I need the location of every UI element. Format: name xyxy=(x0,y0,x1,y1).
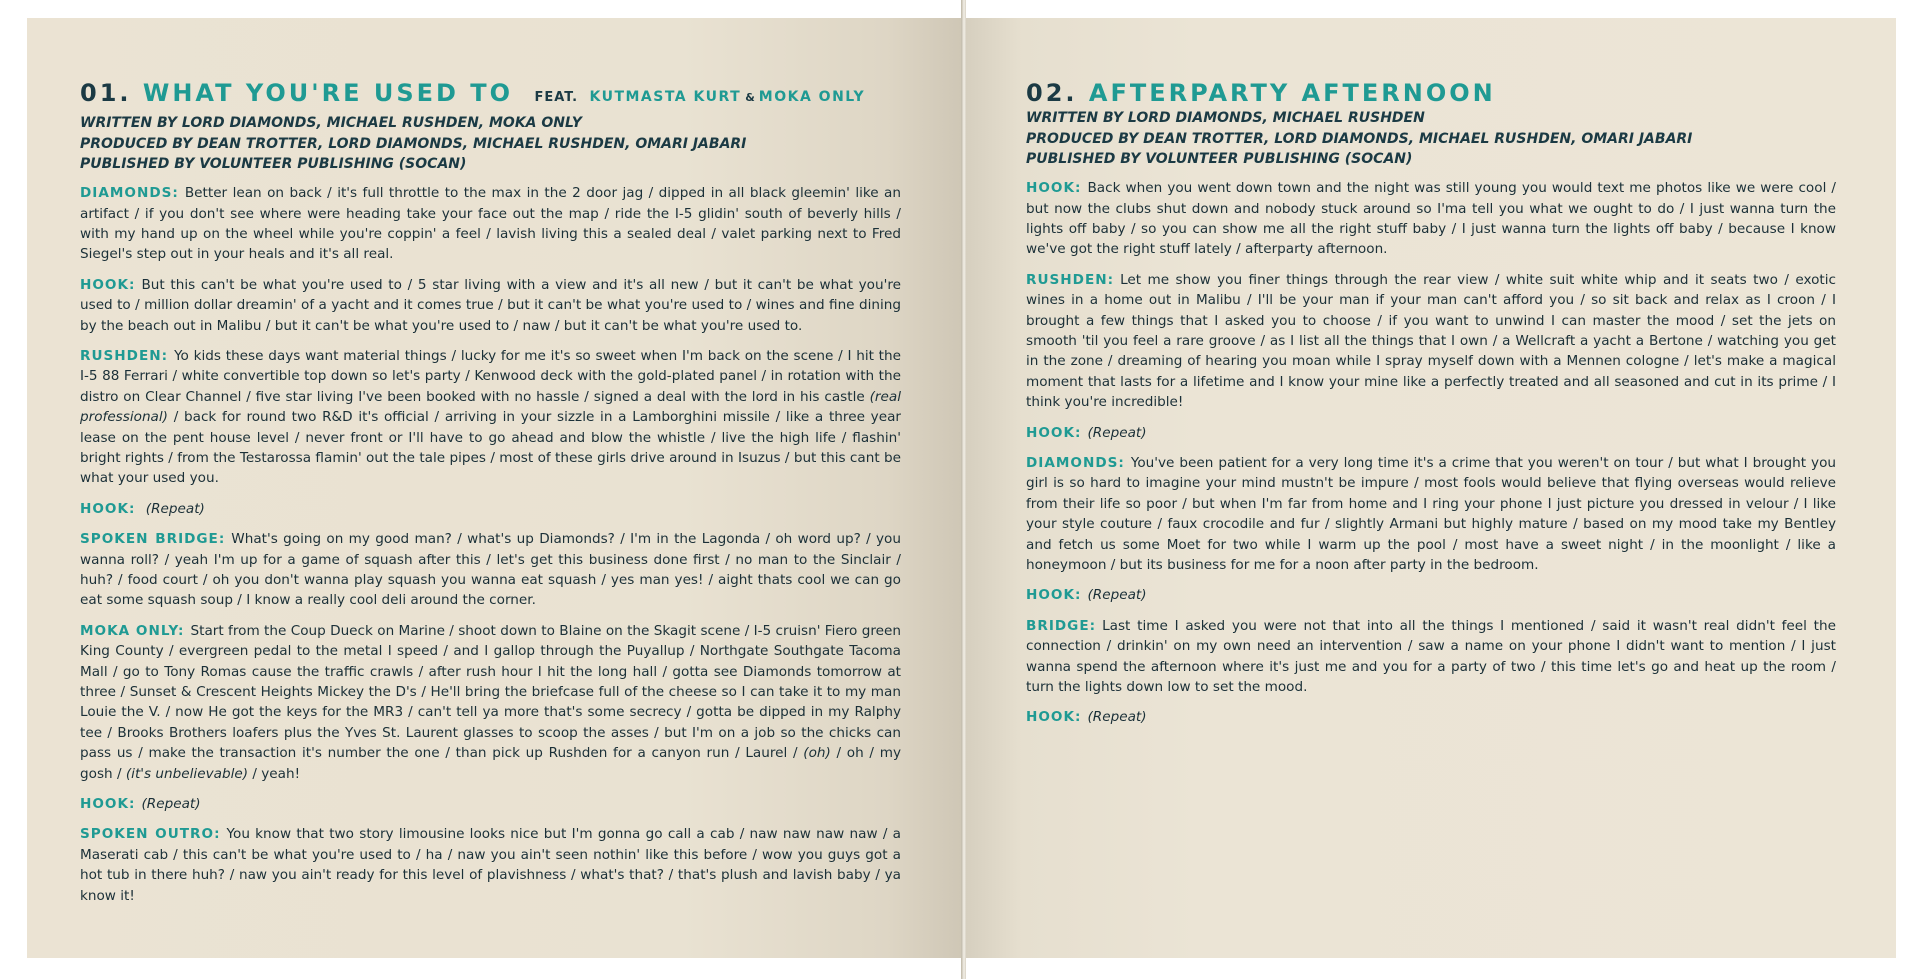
left-page xyxy=(27,18,961,958)
verse-text: Yo kids these days want material things / lucky for me it's so sweet when I'm back on the scene / I hit the I-5 88 Ferrari / white convertible top down so let's party / Kenwood deck with the gold-plated panel / in rotation with the distro on Clear Channel / five star living I've been booked with no hassle / signed a deal with the lord in his castle xyxy=(80,347,901,405)
verse-diamonds xyxy=(1026,453,1836,575)
verse-text: You've been patient for a very long time it's a crime that you weren't on tour / but what I brought you girl is so hard to imagine your mind mustn't be impure / most fools would believe that flying overseas would relieve from their life so poor / but when I'm far from home and I ring your phone I just picture you dressed in velour / I like your style couture / faux crocodile and fur / slightly Armani but highly mature / based on my mood take my Bentley and fetch us some Moet for two while I warm up the pool / most have a sweet night / in the moonlight / like a honeymoon / but its business for me for a noon after party in the bedroom. xyxy=(1026,454,1836,574)
verse-label: HOOK: xyxy=(80,276,136,293)
verse-text: Start from the Coup Dueck on Marine / shoot down to Blaine on the Skagit scene / I-5 cruisn' Fiero green King County / evergreen pedal to the metal I speed / and I gallop through the Puyallup / Northgate Southgate Tacoma Mall / go to Tony Romas cause the traffic crawls / after rush hour I hit the long hall / gotta see Diamonds tomorrow at three / Sunset & Crescent Heights Mickey the D's / He'll bring the briefcase full of the cheese so I can take it to my man Louie the V. / now He got the keys for the MR3 / can't tell ya more that's some secrecy / gotta be dipped in my Ralphy tee / Brooks Brothers loafers plus the Yves St. Laurent glasses to scoop the asses / but I'm on a job so the chicks can pass us / make the transaction it's number the one / than pick up Rushden for a canyon run / Laurel / xyxy=(80,622,901,762)
verse-text: You know that two story limousine looks nice but I'm gonna go call a cab / naw naw naw naw / a Maserati cab / this can't be what you're used to / ha / naw you ain't seen nothin' like this before / wow you guys got a hot tub in there huh? / naw you ain't ready for this level of plavishness / what's that? / that's plush and lavish baby / ya know it! xyxy=(80,826,901,904)
verse-label: DIAMONDS: xyxy=(1026,454,1125,471)
produced-by-credit: PRODUCED BY DEAN TROTTER, LORD DIAMONDS, MICHAEL RUSHDEN, OMARI JABARI xyxy=(1026,130,1693,147)
verse-label: HOOK: xyxy=(1026,424,1082,441)
verse-label: SPOKEN BRIDGE: xyxy=(80,531,226,548)
written-by-credit: WRITTEN BY LORD DIAMONDS, MICHAEL RUSHDEN xyxy=(1026,110,1425,126)
published-by-credit: PUBLISHED BY VOLUNTEER PUBLISHING (SOCAN) xyxy=(1026,151,1413,168)
feat-ampersand: & xyxy=(745,91,755,104)
published-by-credit: PUBLISHED BY VOLUNTEER PUBLISHING (SOCAN) xyxy=(80,156,467,173)
verse-aside: (real professional) xyxy=(80,388,901,426)
verse-aside: (it's unbelievable) xyxy=(125,765,249,782)
repeat-text: (Repeat) xyxy=(141,796,201,813)
verse-label: RUSHDEN: xyxy=(1026,271,1115,288)
repeat-text: (Repeat) xyxy=(1087,424,1147,441)
verse-label: BRIDGE: xyxy=(1026,617,1097,634)
verse-label: HOOK: xyxy=(80,796,136,813)
verse-diamonds xyxy=(80,183,901,265)
verse-text: Back when you went down town and the night was still young you would text me photos like we were cool / but now the clubs shut down and nobody stuck around so I'ma tell you what we ought to do / I just wanna turn the lights off baby / so you can show me all the right stuff baby / I just wanna turn the lights off baby / because I know we've got the right stuff lately / afterparty afternoon. xyxy=(1026,180,1836,258)
track-name: WHAT YOU'RE USED TO xyxy=(142,79,514,107)
track-name: AFTERPARTY AFTERNOON xyxy=(1088,79,1496,107)
verse-rushden xyxy=(80,346,901,489)
verse-label: HOOK: xyxy=(80,500,136,517)
verse-text: / yeah! xyxy=(252,765,301,782)
verse-hook xyxy=(1026,178,1836,260)
verse-text: But this can't be what you're used to / 5 star living with a view and it's all new / but it can't be what you're used to / million dollar dreamin' of a yacht and it comes true / but it can't be what you're used to / wines and fine dining by the beach out in Malibu / but it can't be what you're used to / naw / but it can't be what you're used to. xyxy=(80,276,901,334)
feat-artist: KUTMASTA KURT xyxy=(589,89,742,105)
verse-text: Let me show you finer things through the rear view / white suit white whip and it seats two / exotic wines in a home out in Malibu / I'll be your man if your man can't afford you / so sit back and relax as I croon / I brought a few things that I asked you to choose / if you want to unwind I can master the mood / set the jets on smooth 'til you feel a rare groove / as I list all the things that I own / a Wellcraft a yacht a Bertone / watching you get in the zone / dreaming of hearing you moan while I spray myself down with a Mennen cologne / let's make a magical moment that lasts for a lifetime and I know your mine like a perfectly treated and all seasoned and cut in its prime / I think you're incredible! xyxy=(1026,271,1836,411)
verse-hook-repeat xyxy=(80,499,901,519)
verse-hook-repeat xyxy=(80,794,901,814)
repeat-text: (Repeat) xyxy=(1087,709,1147,726)
track-number: 02. xyxy=(1026,79,1078,107)
verse-bridge xyxy=(1026,616,1836,698)
repeat-text: (Repeat) xyxy=(1087,587,1147,604)
verse-text: Better lean on back / it's full throttle to the max in the 2 door jag / dipped in all black gleemin' like an artifact / if you don't see where were heading take your face out the map / ride the I-5 glidin' south of beverly hills / with my hand up on the wheel while you're coppin' a feel / lavish living this a sealed deal / valet parking next to Fred Siegel's step out in your heals and it's all real. xyxy=(80,185,901,263)
produced-by-credit: PRODUCED BY DEAN TROTTER, LORD DIAMONDS, MICHAEL RUSHDEN, OMARI JABARI xyxy=(80,135,747,152)
verse-aside: (oh) xyxy=(803,745,831,762)
track-title xyxy=(80,78,901,113)
verse-text: / back for round two R&D it's official / arriving in your sizzle in a Lamborghini missile / like a three year lease on the pent house level / never front or I'll have to go ahead and blow the whistle / live the high life / flashin' bright rights / from the Testarossa flamin' out the tale pipes / most of these girls drive around in Isuzus / but this cant be what your used you. xyxy=(80,409,901,487)
feat-prefix: FEAT. xyxy=(534,90,579,105)
right-page xyxy=(966,18,1896,958)
verse-label: HOOK: xyxy=(1026,180,1082,197)
repeat-text: (Repeat) xyxy=(145,500,205,517)
verse-text: What's going on my good man? / what's up Diamonds? / I'm in the Lagonda / oh word up? / you wanna roll? / yeah I'm up for a game of squash after this / let's get this business done first / no man to the Sinclair / huh? / food court / oh you don't wanna play squash you wanna eat squash / yes man yes! / aight thats cool we can go eat some squash soup / I know a really cool deli around the corner. xyxy=(80,531,901,609)
track-number: 01. xyxy=(80,79,132,107)
written-by-credit: WRITTEN BY LORD DIAMONDS, MICHAEL RUSHDEN, MOKA ONLY xyxy=(80,115,582,131)
verse-label: SPOKEN OUTRO: xyxy=(80,826,221,843)
verse-hook-repeat xyxy=(1026,707,1836,727)
verse-spoken-bridge xyxy=(80,529,901,611)
verse-label: RUSHDEN: xyxy=(80,347,169,364)
verse-label: DIAMONDS: xyxy=(80,185,179,202)
track-credits xyxy=(80,113,901,175)
verse-spoken-outro xyxy=(80,824,901,906)
track-credits xyxy=(1026,108,1836,170)
verse-label: MOKA ONLY: xyxy=(80,622,185,639)
track-title xyxy=(1026,78,1836,108)
verse-label: HOOK: xyxy=(1026,587,1082,604)
verse-label: HOOK: xyxy=(1026,709,1082,726)
verse-hook-repeat xyxy=(1026,423,1836,443)
verse-rushden xyxy=(1026,270,1836,413)
verse-hook-repeat xyxy=(1026,585,1836,605)
verse-text: / oh / my gosh / xyxy=(80,745,901,782)
verse-text: Last time I asked you were not that into all the things I mentioned / said it wasn't real didn't feel the connection / drinkin' on my own need an intervention / saw a name on your phone I didn't want to mention / I just wanna spend the afternoon where it's just me and you for a party of two / this time let's go and heat up the room / turn the lights down low to set the mood. xyxy=(1026,617,1836,696)
verse-hook xyxy=(80,275,901,336)
feat-artist: MOKA ONLY xyxy=(758,89,866,105)
verse-moka-only xyxy=(80,621,901,784)
